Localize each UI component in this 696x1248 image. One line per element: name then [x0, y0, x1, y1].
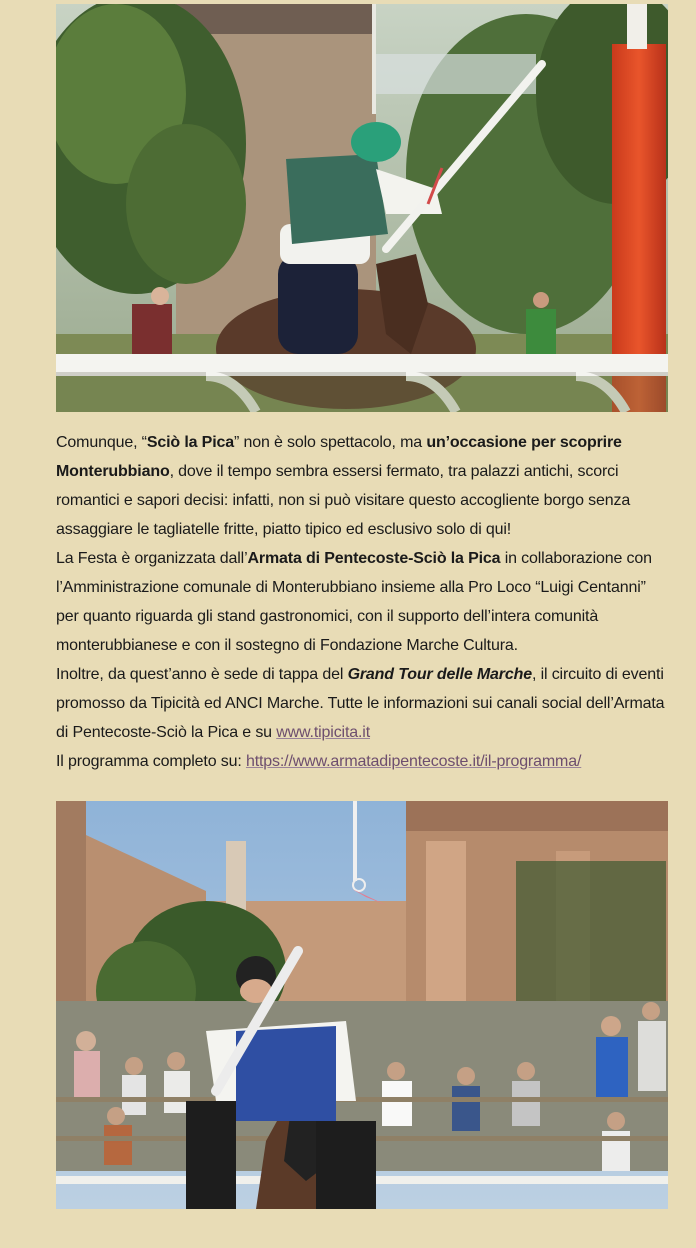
text-fragment: Inoltre, da quest’anno è sede di tappa del: [56, 666, 348, 683]
paragraph-intro: [56, 428, 672, 544]
bold-event-name: Sciò la Pica: [146, 434, 234, 451]
text-fragment: Comunque, “: [56, 434, 147, 451]
paragraph-organizers: [56, 544, 672, 660]
bold-highlight: un’occasione per scoprire Monterubbiano: [56, 434, 622, 480]
bold-italic-grand-tour: Grand Tour delle Marche: [347, 666, 533, 683]
tipicita-link[interactable]: www.tipicita.it: [276, 724, 370, 741]
paragraph-grand-tour: [56, 660, 672, 747]
text-fragment: La Festa è organizzata dall’: [56, 550, 248, 567]
text-fragment: ” non è solo spettacolo, ma: [233, 434, 427, 451]
program-link[interactable]: https://www.armatadipentecoste.it/il-programma/: [245, 753, 582, 770]
article-body: [56, 428, 672, 776]
photo-rider-back: [56, 4, 668, 412]
text-fragment: in collaborazione con l’Amministrazione comunale di Monterubbiano insieme alla Pro Loco “Luigi Centanni” per quanto riguarda gli stand gastronomici, con il supporto dell’intera comunità monterubbianese e con il sostegno di Fondazione Marche Cultura.: [56, 550, 652, 654]
bold-organizer: Armata di Pentecoste-Sciò la Pica: [247, 550, 501, 567]
text-fragment: , il circuito di eventi promosso da Tipicità ed ANCI Marche. Tutte le informazioni sui canali social dell’Armata di Pentecoste-Sciò la Pica e su: [56, 666, 665, 741]
text-fragment: Il programma completo su:: [56, 753, 246, 770]
photo-rider-front: [56, 801, 668, 1209]
text-fragment: , dove il tempo sembra essersi fermato, tra palazzi antichi, scorci romantici e sapori decisi: infatti, non si può visitare questo accogliente borgo senza assaggiare le tagliatelle fritte, piatto tipico ed esclusivo solo di qui!: [56, 463, 631, 538]
paragraph-program: [56, 747, 672, 776]
